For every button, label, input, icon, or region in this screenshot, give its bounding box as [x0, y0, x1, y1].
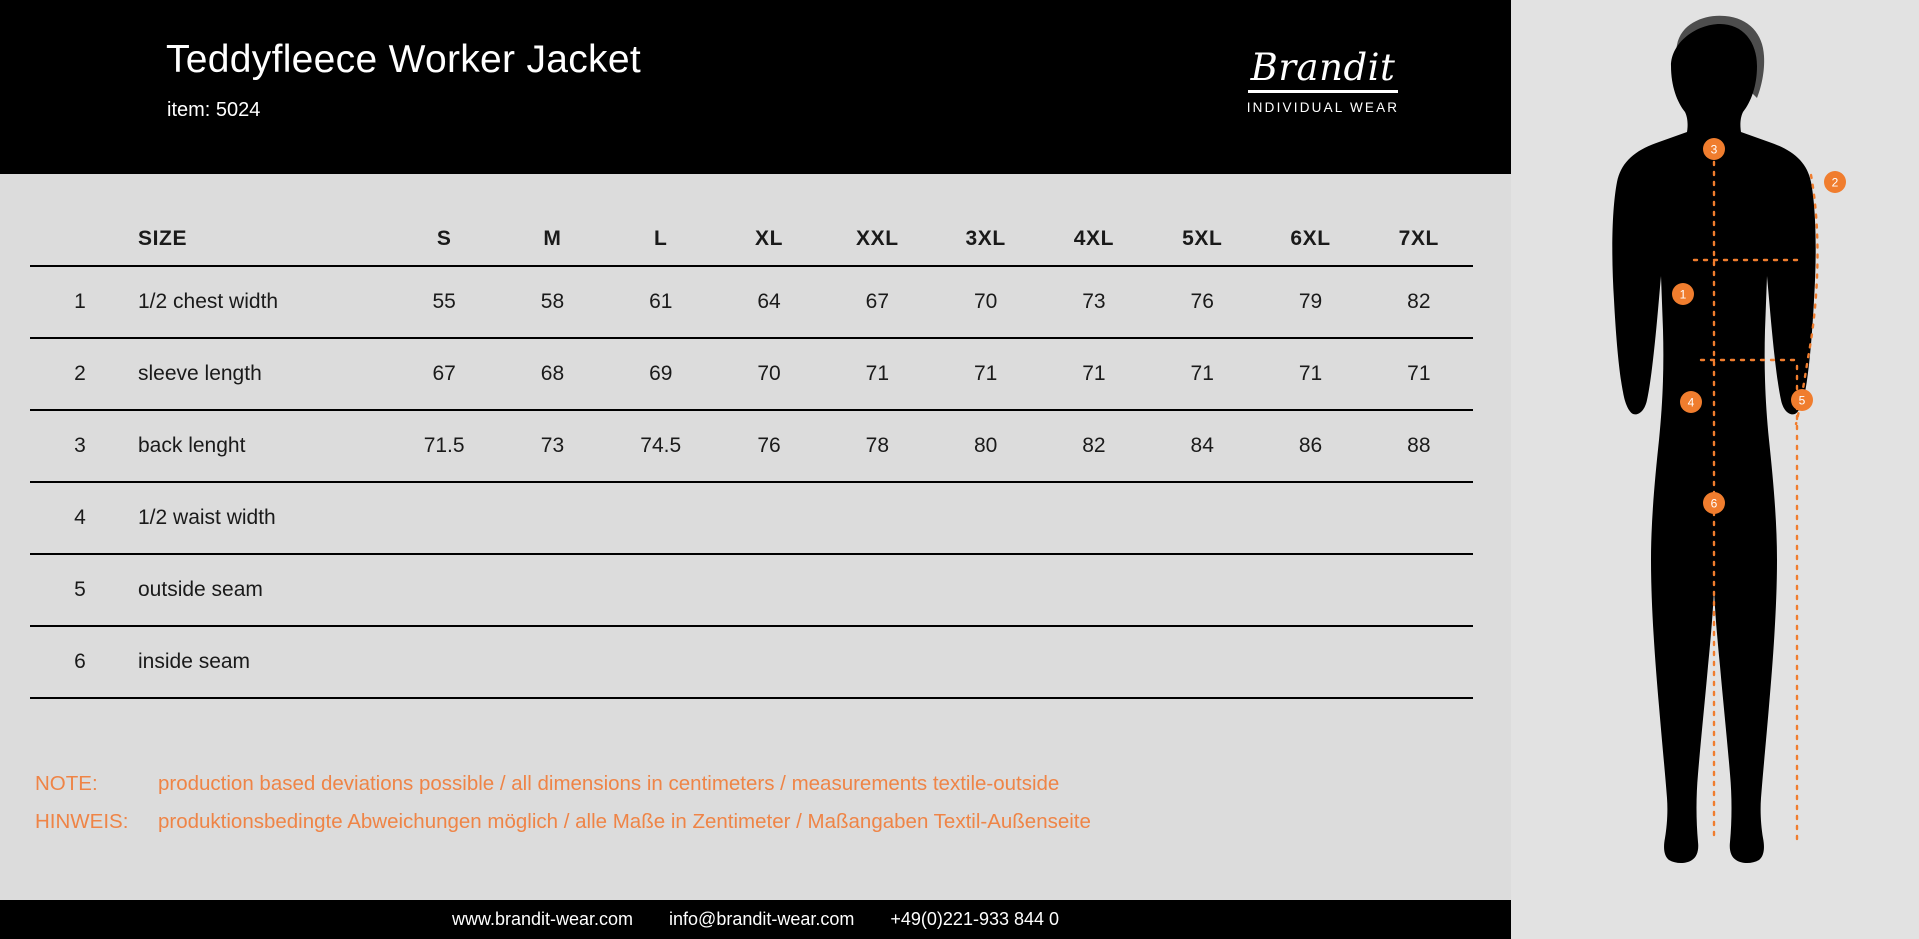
header-size-l: L [654, 227, 668, 250]
cell-value: 69 [649, 362, 673, 385]
footer-email[interactable]: info@brandit-wear.com [669, 909, 855, 929]
row-index: 1 [74, 290, 86, 313]
cell-value [390, 482, 498, 554]
cell-value: 68 [540, 362, 565, 385]
footer-bar [0, 900, 1511, 939]
row-index: 6 [74, 650, 86, 673]
table-row [30, 482, 1473, 554]
cell-value [1040, 554, 1148, 626]
cell-value [498, 626, 606, 698]
cell-value [1256, 482, 1364, 554]
cell-value: 70 [757, 362, 781, 385]
header-size-s: S [436, 227, 452, 250]
header-size-7xl: 7XL [1398, 227, 1439, 250]
cell-value [390, 626, 498, 698]
cell-value: 55 [432, 290, 456, 313]
figure-panel [1511, 0, 1919, 939]
footer-website[interactable]: www.brandit-wear.com [451, 909, 634, 929]
note-line-en [35, 765, 1091, 803]
size-table-wrapper [30, 205, 1473, 699]
header-size-m: M [543, 227, 562, 250]
cell-value: 70 [973, 290, 998, 313]
header-size-4xl: 4XL [1073, 227, 1115, 250]
cell-value [715, 482, 823, 554]
brand-logo [1223, 48, 1423, 115]
cell-value: 71 [1190, 362, 1214, 385]
cell-value: 64 [757, 290, 781, 313]
table-row [30, 410, 1473, 482]
table-row [30, 266, 1473, 338]
cell-value: 73 [1082, 290, 1106, 313]
brand-underline [1248, 90, 1398, 93]
cell-value: 78 [865, 434, 890, 457]
size-table [30, 205, 1473, 699]
cell-value [1148, 554, 1256, 626]
table-row [30, 338, 1473, 410]
header-size: SIZE [138, 227, 188, 250]
cell-value: 73 [540, 434, 565, 457]
note-label-de: HINWEIS: [35, 810, 129, 833]
row-index: 3 [74, 434, 86, 457]
cell-value: 58 [540, 290, 565, 313]
row-label: sleeve length [138, 362, 262, 385]
header-size-3xl: 3XL [965, 227, 1006, 250]
header-size-xl: XL [755, 227, 784, 250]
cell-value: 84 [1190, 434, 1214, 457]
table-header-row [30, 205, 1473, 266]
cell-value [823, 482, 931, 554]
cell-value [1365, 626, 1473, 698]
cell-value: 82 [1407, 290, 1431, 313]
cell-value: 67 [432, 362, 456, 385]
note-text-de: produktionsbedingte Abweichungen möglich / alle Maße in Zentimeter / Maßangaben Textil-Außenseite [158, 810, 1091, 833]
header-size-6xl: 6XL [1290, 227, 1331, 250]
cell-value: 71 [1298, 362, 1323, 385]
row-label: 1/2 chest width [138, 290, 279, 313]
notes-block [35, 765, 1091, 841]
note-line-de [35, 803, 1091, 841]
cell-value [931, 482, 1039, 554]
note-label-en: NOTE: [35, 772, 98, 795]
marker-3-label: 3 [1710, 142, 1718, 157]
marker-5-label: 5 [1798, 393, 1806, 408]
cell-value [1365, 482, 1473, 554]
footer-phone: +49(0)221-933 844 0 [890, 909, 1060, 929]
table-row [30, 554, 1473, 626]
header-size-xxl: XXL [856, 227, 899, 250]
note-text-en: production based deviations possible / all dimensions in centimeters / measurements textile-outside [158, 772, 1060, 795]
cell-value [823, 554, 931, 626]
cell-value: 76 [757, 434, 781, 457]
cell-value [498, 482, 606, 554]
cell-value: 71 [865, 362, 890, 385]
cell-value [715, 626, 823, 698]
cell-value: 74.5 [640, 434, 682, 457]
cell-value [823, 626, 931, 698]
cell-value [607, 482, 715, 554]
row-label: inside seam [138, 650, 251, 673]
cell-value: 67 [865, 290, 890, 313]
row-label: back lenght [138, 434, 246, 457]
cell-value [931, 626, 1039, 698]
cell-value: 86 [1298, 434, 1323, 457]
marker-4-label: 4 [1687, 395, 1695, 410]
brand-tagline: INDIVIDUAL WEAR [1246, 100, 1400, 115]
body-figure [1511, 0, 1919, 939]
cell-value: 71 [1082, 362, 1106, 385]
header-size-5xl: 5XL [1182, 227, 1223, 250]
row-index: 4 [74, 506, 86, 529]
cell-value [1256, 626, 1364, 698]
cell-value [607, 554, 715, 626]
row-label: 1/2 waist width [138, 506, 276, 529]
page-title: Teddyfleece Worker Jacket [166, 38, 641, 81]
marker-6-label: 6 [1710, 496, 1718, 511]
brand-name: Brandit [1250, 46, 1396, 89]
header-bar [0, 0, 1511, 174]
cell-value: 71 [1407, 362, 1431, 385]
cell-value: 79 [1298, 290, 1323, 313]
cell-value: 88 [1407, 434, 1431, 457]
table-row [30, 626, 1473, 698]
cell-value [1148, 626, 1256, 698]
cell-value: 71.5 [423, 434, 465, 457]
cell-value: 71 [973, 362, 998, 385]
cell-value [1256, 554, 1364, 626]
row-index: 2 [74, 362, 86, 385]
cell-value: 80 [973, 434, 998, 457]
cell-value [1365, 554, 1473, 626]
marker-1-label: 1 [1679, 287, 1687, 302]
cell-value [498, 554, 606, 626]
cell-value: 82 [1082, 434, 1106, 457]
cell-value: 61 [649, 290, 673, 313]
marker-2-label: 2 [1831, 175, 1839, 190]
row-index: 5 [74, 578, 86, 601]
cell-value [390, 554, 498, 626]
cell-value [715, 554, 823, 626]
cell-value [607, 626, 715, 698]
cell-value [1040, 626, 1148, 698]
item-number: item: 5024 [167, 99, 261, 121]
cell-value [1040, 482, 1148, 554]
cell-value: 76 [1190, 290, 1214, 313]
cell-value [931, 554, 1039, 626]
cell-value [1148, 482, 1256, 554]
header-index [30, 205, 130, 266]
row-label: outside seam [138, 578, 263, 601]
